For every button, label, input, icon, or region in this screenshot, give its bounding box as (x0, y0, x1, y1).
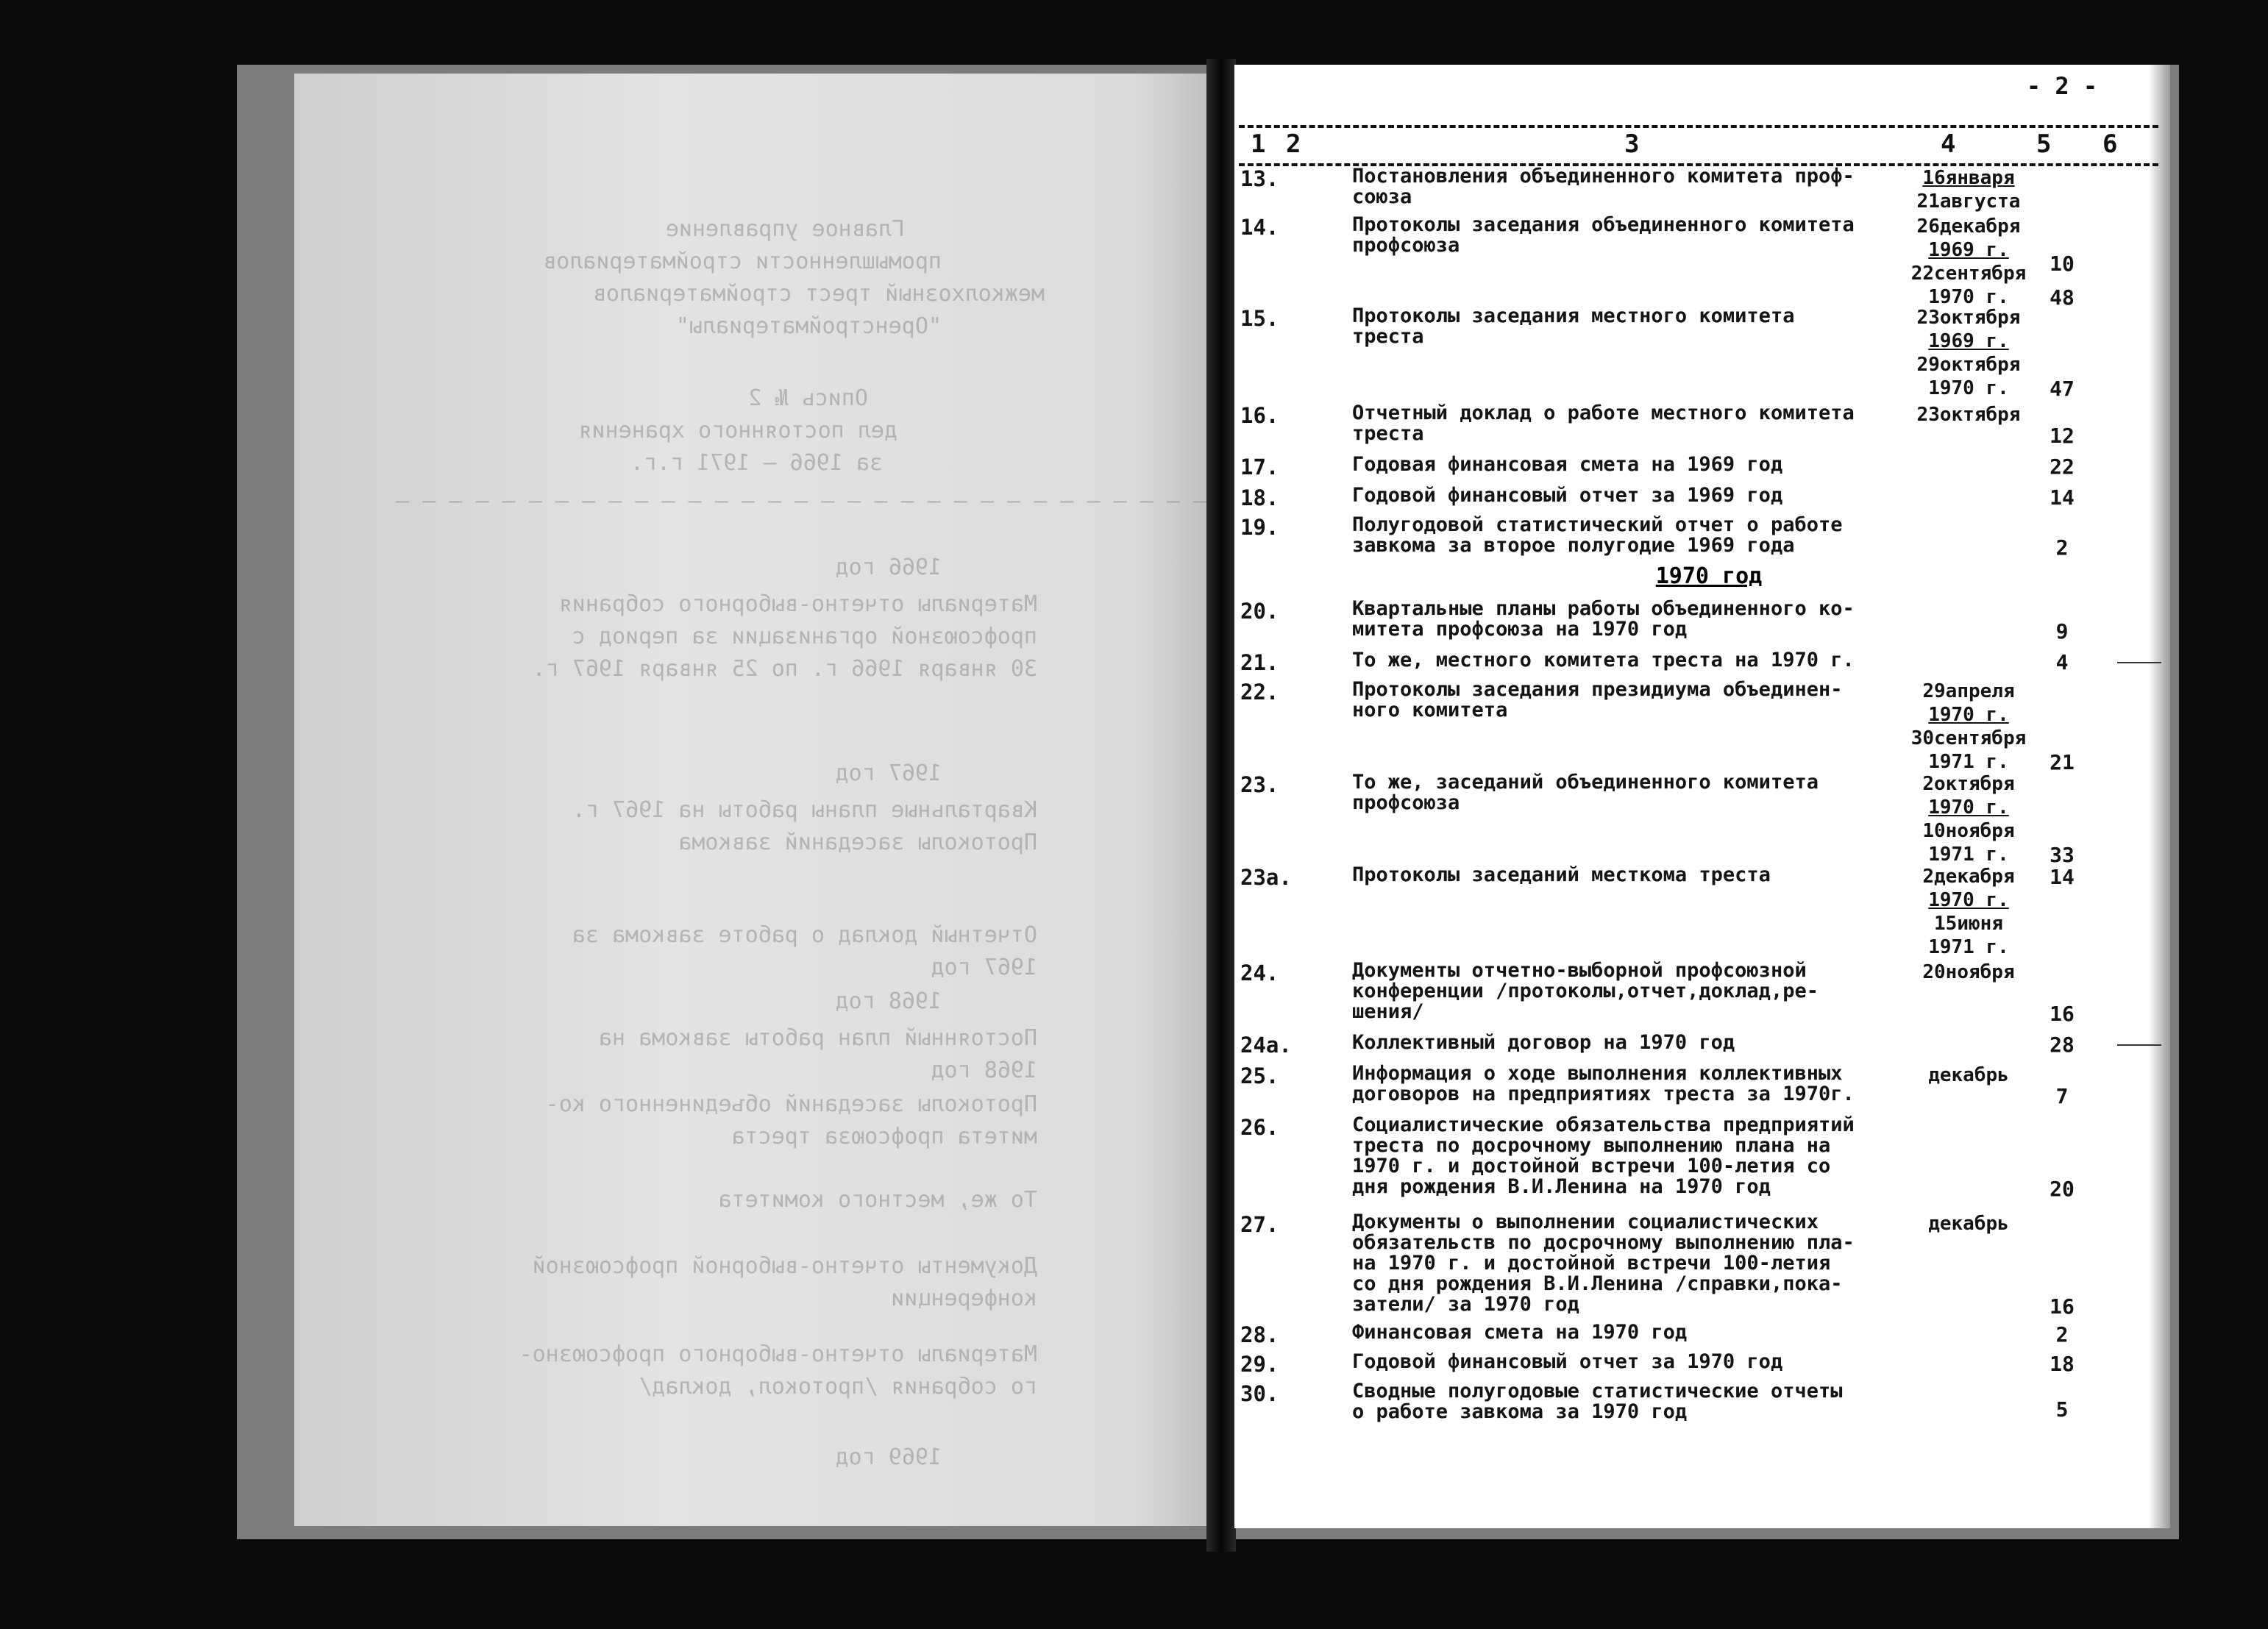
date-start-year: 1970 г. (1928, 796, 2009, 819)
row-number: 30. (1240, 1381, 1279, 1406)
date-end: 29октября (1916, 354, 2021, 376)
row-number: 14. (1240, 215, 1279, 240)
date-start: декабрь (1928, 1064, 2009, 1086)
date-end-year: 1970 г. (1928, 286, 2009, 308)
inventory-page (1234, 65, 2170, 1528)
book-spine (1206, 59, 1236, 1552)
date-end: 22сентября (1910, 263, 2027, 285)
row-title: Годовая финансовая смета на 1969 год (1352, 453, 1783, 476)
date-end-year: 1970 г. (1928, 377, 2009, 399)
row-number: 29. (1240, 1352, 1279, 1377)
date-start-year: 1969 г. (1928, 239, 2009, 261)
row-dates (1895, 960, 2042, 984)
row-title: Годовой финансовый отчет за 1970 год (1352, 1350, 1783, 1373)
row-number: 20. (1240, 599, 1279, 624)
date-start: 20ноября (1922, 961, 2015, 983)
row-sheets: 16 (2050, 1294, 2075, 1319)
column-header-6: 6 (2102, 129, 2118, 159)
date-start: 2декабря (1922, 866, 2015, 888)
row-number: 23а. (1240, 865, 1292, 890)
row-sheets: 48 (2050, 285, 2075, 310)
column-header-4: 4 (1941, 129, 1956, 159)
date-end: 30сентября (1910, 727, 2027, 749)
row-number: 13. (1240, 166, 1279, 191)
date-end-year: 1971 г. (1928, 751, 2009, 773)
row-number: 18. (1240, 485, 1279, 510)
row-number: 24. (1240, 960, 1279, 985)
date-start-year: 1970 г. (1928, 704, 2009, 726)
row-sheets: 14 (2050, 485, 2075, 510)
row-sheets: 21 (2050, 750, 2075, 774)
date-start: декабрь (1928, 1213, 2009, 1235)
row-sheets: 4 (2055, 650, 2069, 674)
column-header-5: 5 (2036, 129, 2052, 159)
header-top-rule (1239, 125, 2158, 128)
bleedthrough-text: Главное управление промышленности стройматериалов межколхозный трест стройматериалов "Оренстройматериалы" Опись № 2 дел постоянного хранения за 1966 – 1971 г.г. — — — — — — — — — — — — — — — — — — — — — — — — — — — — — — — 1966 год Материалы отчетно-выборного собрания профсоюзной организации за период с 30 января 1966 г. по 25 января 1967 г. 1967 год Квартальные планы работы на 1967 г. Протоколы заседаний завкома Отчетный доклад о работе завкома за 1967 год 1968 год Постоянный план работы завкома на 1968 год Протоколы заседаний объединенного ко- митета профсоюза треста То же, местного комитета Документы отчетно-выборной профсоюзной конференции Материалы отчетно-выборного профсоюзно- го собрания /протокол, доклад/ 1969 год (396, 216, 1206, 1470)
date-end-year: 1971 г. (1928, 936, 2009, 958)
row-title: Социалистические обязательства предприятий треста по досрочному выполнению плана на 1970 г. и достойной встречи 100-летия со дня рождения В.И.Ленина на 1970 год (1352, 1113, 1855, 1198)
date-end: 10ноября (1922, 820, 2015, 842)
row-title: Информация о ходе выполнения коллективных договоров на предприятиях треста за 1970г. (1352, 1062, 1855, 1105)
row-number: 25. (1240, 1063, 1279, 1088)
date-start: 23октября (1916, 307, 2021, 329)
row-title: Финансовая смета на 1970 год (1352, 1321, 1688, 1344)
row-number: 15. (1240, 306, 1279, 331)
margin-tick-mark (2117, 662, 2161, 663)
row-sheets: 33 (2050, 843, 2075, 867)
row-number: 16. (1240, 403, 1279, 428)
row-title: Протоколы заседания объединенного комитета профсоюза (1352, 213, 1855, 257)
row-dates (1895, 1212, 2042, 1236)
date-end: 21августа (1916, 190, 2021, 213)
row-sheets: 10 (2050, 252, 2075, 276)
row-number: 23. (1240, 772, 1279, 797)
row-sheets: 22 (2050, 455, 2075, 479)
date-start: 2октября (1922, 773, 2015, 795)
row-sheets: 12 (2050, 424, 2075, 448)
date-end: 15июня (1934, 913, 2003, 935)
row-sheets: 7 (2055, 1084, 2069, 1108)
date-start: 29апреля (1922, 680, 2015, 702)
column-header-2: 2 (1286, 129, 1301, 159)
left-page-bleedthrough (294, 74, 1221, 1526)
row-sheets: 28 (2050, 1033, 2075, 1057)
row-number: 22. (1240, 680, 1279, 705)
row-sheets: 9 (2055, 619, 2069, 644)
row-number: 28. (1240, 1322, 1279, 1347)
column-header-row (1234, 129, 2170, 166)
date-start: 16января (1922, 167, 2015, 189)
row-title: Коллективный договор на 1970 год (1352, 1031, 1735, 1054)
date-start: 26декабря (1916, 215, 2021, 238)
row-number: 21. (1240, 650, 1279, 675)
row-title: Постановления объединенного комитета проф- союза (1352, 165, 1855, 208)
row-number: 19. (1240, 515, 1279, 540)
date-start-year: 1969 г. (1928, 330, 2009, 352)
row-title: Протоколы заседаний месткома треста (1352, 863, 1771, 886)
date-start-year: 1970 г. (1928, 889, 2009, 911)
row-title: Годовой финансовый отчет за 1969 год (1352, 484, 1783, 507)
page-edge-shadow (2148, 65, 2170, 1528)
row-title: То же, заседаний объединенного комитета профсоюза (1352, 771, 1819, 814)
row-title: Документы отчетно-выборной профсоюзной конференции /протоколы,отчет,доклад,ре- шения/ (1352, 959, 1819, 1023)
row-title: Полугодовой статистический отчет о работе завкома за второе полугодие 1969 года (1352, 513, 1843, 557)
row-title: То же, местного комитета треста на 1970 г. (1352, 649, 1855, 671)
margin-tick-mark (2117, 1044, 2161, 1046)
row-dates (1895, 166, 2042, 213)
row-title: Протоколы заседания президиума объединен- ного комитета (1352, 678, 1843, 721)
row-number: 26. (1240, 1115, 1279, 1140)
row-title: Квартальные планы работы объединенного ко- митета профсоюза на 1970 год (1352, 597, 1855, 641)
row-number: 27. (1240, 1212, 1279, 1237)
row-sheets: 16 (2050, 1002, 2075, 1026)
row-number: 24а. (1240, 1033, 1292, 1058)
row-sheets: 2 (2055, 535, 2069, 560)
column-header-1: 1 (1251, 129, 1266, 159)
row-sheets: 18 (2050, 1352, 2075, 1376)
date-end-year: 1971 г. (1928, 844, 2009, 866)
row-title: Сводные полугодовые статистические отчеты о работе завкома за 1970 год (1352, 1380, 1843, 1423)
column-header-3: 3 (1624, 129, 1640, 159)
row-sheets: 5 (2055, 1397, 2069, 1422)
row-title: Отчетный доклад о работе местного комитета треста (1352, 402, 1855, 445)
date-start: 23октября (1916, 404, 2021, 426)
row-number: 17. (1240, 455, 1279, 480)
row-sheets: 2 (2055, 1322, 2069, 1347)
row-sheets: 14 (2050, 865, 2075, 889)
row-sheets: 20 (2050, 1177, 2075, 1201)
page-number: - 2 - (2026, 72, 2098, 100)
section-heading-1970: 1970 год (1655, 563, 1763, 589)
row-title: Документы о выполнении социалистических обязательств по досрочному выполнению пла- на 1970 г. и достойной встречи 100-летия со дня рождения В.И.Ленина /справки,пока- затели/ за 1970 год (1352, 1211, 1855, 1316)
row-sheets: 47 (2050, 377, 2075, 401)
row-title: Протоколы заседания местного комитета треста (1352, 304, 1795, 348)
